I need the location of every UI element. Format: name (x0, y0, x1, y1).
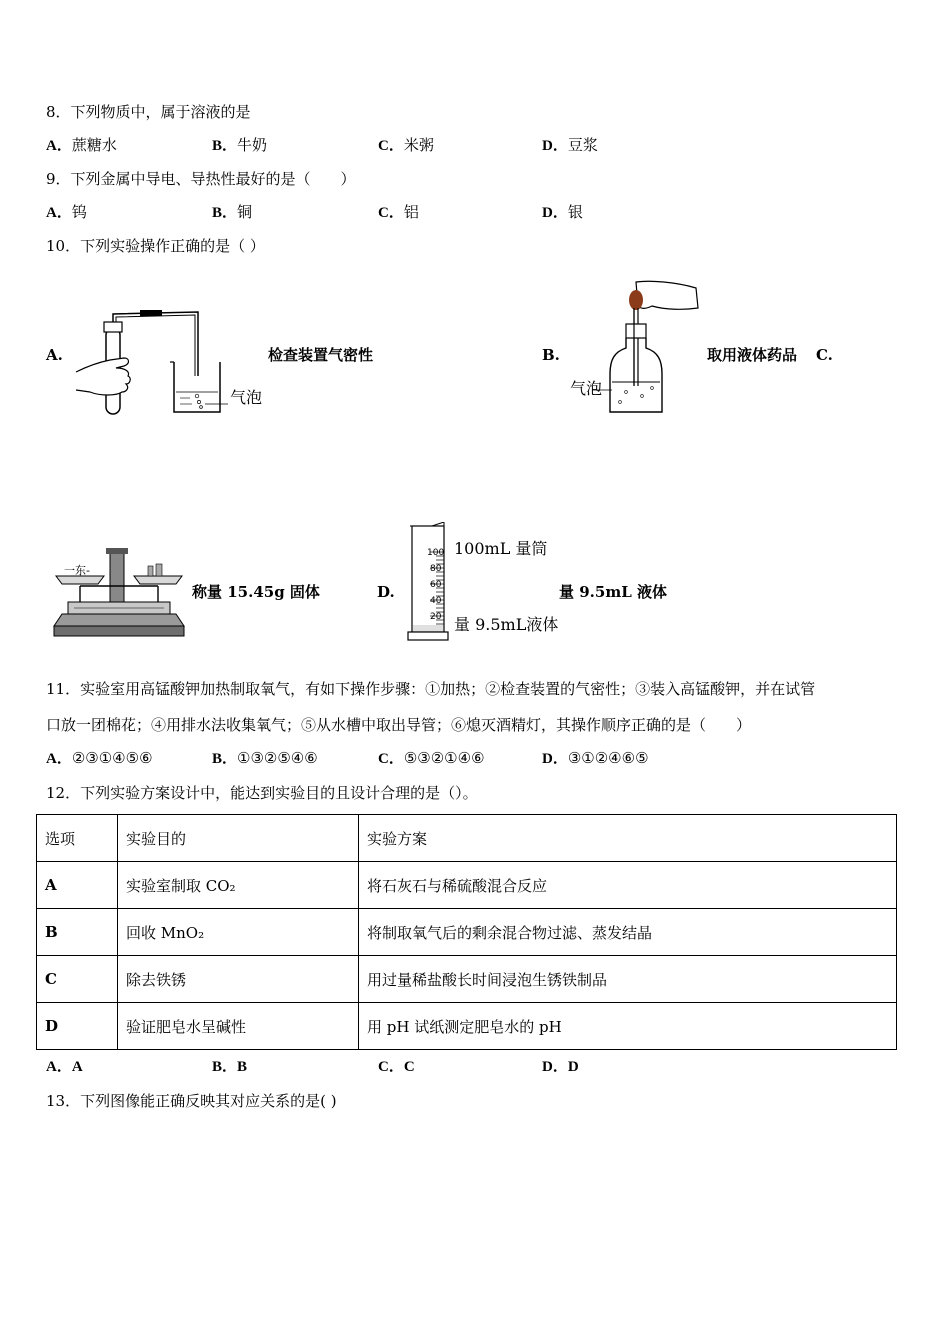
scale-100: 100 (427, 548, 445, 558)
row-purpose: 除去铁锈 (118, 956, 359, 1003)
q10-option-a-caption: 检查装置气密性 (268, 346, 374, 364)
q12-option-a[interactable]: A．A (46, 1059, 83, 1075)
q12-option-d[interactable]: D．D (542, 1059, 579, 1075)
q10-option-d-caption: 量 9.5mL 液体 (559, 583, 667, 601)
q12-option-c[interactable]: C．C (378, 1059, 415, 1075)
q12-table (36, 814, 897, 1050)
row-purpose: 验证肥皂水呈碱性 (118, 1003, 359, 1050)
row-plan: 用过量稀盐酸长时间浸泡生锈铁制品 (359, 956, 897, 1003)
bubble-label: 气泡 (230, 388, 263, 407)
airtightness-check-figure (70, 300, 270, 422)
q8-stem: 8．下列物质中，属于溶液的是 (46, 103, 251, 121)
row-label: A (37, 862, 118, 909)
row-label: C (37, 956, 118, 1003)
row-plan: 将石灰石与稀硫酸混合反应 (359, 862, 897, 909)
table-row (37, 956, 897, 1003)
q9-stem: 9．下列金属中导电、导热性最好的是（ ） (46, 170, 356, 188)
row-purpose: 实验室制取 CO₂ (118, 862, 359, 909)
q11-stem-line1: 11．实验室用高锰酸钾加热制取氧气，有如下操作步骤：①加热；②检查装置的气密性；③装入高锰酸钾，并在试管 (46, 680, 816, 698)
row-plan: 将制取氧气后的剩余混合物过滤、蒸发结晶 (359, 909, 897, 956)
q12-option-b[interactable]: B．B (212, 1059, 248, 1075)
table-row (37, 862, 897, 909)
cylinder-capacity-label: 100mL 量筒 (454, 539, 548, 558)
q11-option-a[interactable]: A．②③①④⑤⑥ (46, 749, 153, 767)
q9-option-c[interactable]: C．铝 (378, 203, 419, 221)
q11-option-d[interactable]: D．③①②④⑥⑤ (542, 749, 649, 767)
header-cell-option: 选项 (37, 815, 118, 862)
scale-20: 20 (430, 612, 442, 622)
scale-40: 40 (430, 596, 442, 606)
scale-60: 60 (430, 580, 442, 590)
q8-option-a[interactable]: A．蔗糖水 (46, 136, 117, 154)
q8-option-c[interactable]: C．米粥 (378, 136, 434, 154)
scale-80: 80 (430, 564, 442, 574)
dropper-bottle-figure (566, 278, 702, 418)
q10-option-d-letter[interactable]: D. (377, 583, 395, 601)
q11-stem-line2: 口放一团棉花；④用排水法收集氧气；⑤从水槽中取出导管；⑥熄灭酒精灯，其操作顺序正确的是（ ） (46, 716, 752, 734)
q10-option-a-letter[interactable]: A. (46, 346, 63, 364)
q11-option-c[interactable]: C．⑤③②①④⑥ (378, 749, 485, 767)
graduated-cylinder-figure (406, 522, 566, 644)
table-row (37, 909, 897, 956)
row-label: B (37, 909, 118, 956)
q12-stem: 12．下列实验方案设计中，能达到实验目的且设计合理的是（）。 (46, 784, 478, 802)
row-plan: 用 pH 试纸测定肥皂水的 pH (359, 1003, 897, 1050)
q13-stem: 13．下列图像能正确反映其对应关系的是( ) (46, 1092, 337, 1110)
table-header-row (37, 815, 897, 862)
balance-label: 一东- (64, 564, 90, 577)
q10-option-c-letter[interactable]: C. (816, 346, 833, 364)
q10-option-b-letter[interactable]: B. (542, 346, 560, 364)
row-label: D (37, 1003, 118, 1050)
q8-option-d[interactable]: D．豆浆 (542, 136, 598, 154)
row-purpose: 回收 MnO₂ (118, 909, 359, 956)
q9-option-a[interactable]: A．钨 (46, 203, 87, 221)
q11-option-b[interactable]: B．①③②⑤④⑥ (212, 749, 318, 767)
q10-stem: 10．下列实验操作正确的是（ ） (46, 237, 265, 255)
q8-option-b[interactable]: B．牛奶 (212, 136, 268, 154)
q9-option-d[interactable]: D．银 (542, 203, 583, 221)
cylinder-volume-label: 量 9.5mL液体 (454, 615, 559, 634)
balance-figure (50, 546, 188, 640)
header-cell-plan: 实验方案 (359, 815, 897, 862)
header-cell-purpose: 实验目的 (118, 815, 359, 862)
table-row (37, 1003, 897, 1050)
q10-option-b-caption: 取用液体药品 (707, 346, 798, 364)
q10-option-c-caption: 称量 15.45g 固体 (192, 583, 320, 601)
bubble-label-b: 气泡 (570, 379, 603, 398)
q9-option-b[interactable]: B．铜 (212, 203, 253, 221)
